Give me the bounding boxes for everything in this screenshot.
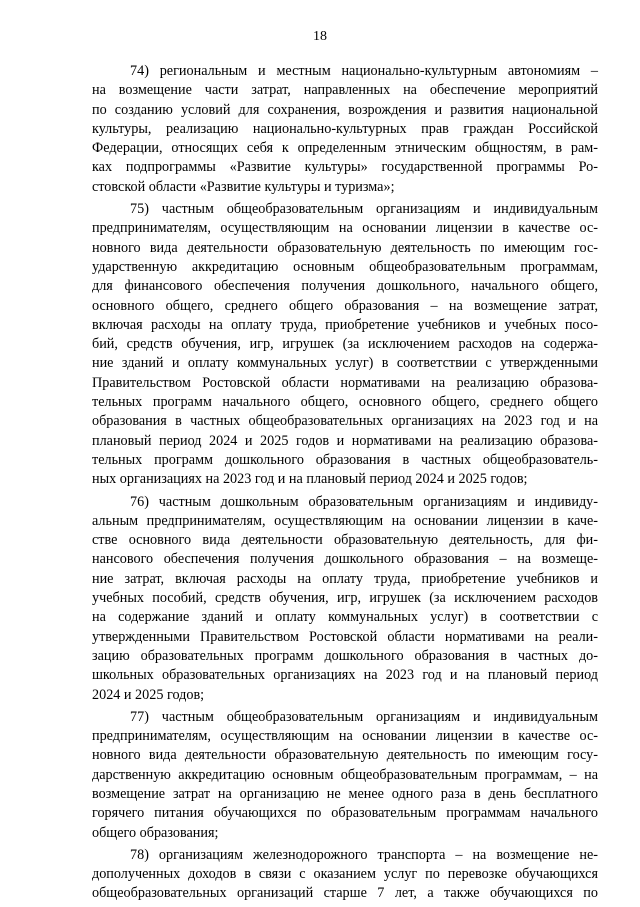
text-line: новного вида деятельности образовательную деятельность по имеющим госу- — [92, 747, 598, 764]
text-line: ударственную аккредитацию основным общеобразовательным программам, — [92, 258, 598, 275]
paragraph-item-2 — [92, 200, 598, 489]
text-line: тельных программ дошкольного образования в частных общеобразователь- — [92, 451, 598, 468]
text-line: Федерации, относящих себя к определенным этническим общностям, в рам- — [92, 140, 598, 157]
text-line: дарственную аккредитацию основным общеобразовательным программам, – на — [92, 766, 598, 783]
text-line: дополученных доходов в связи с оказанием услуг по перевозке обучающихся — [92, 866, 598, 883]
text-line: культуры, реализацию национально-культурных прав граждан Российской — [92, 120, 598, 137]
text-line: 74) региональным и местным национально-культурным автономиям – — [130, 63, 598, 79]
text-line: утвержденными Правительством Ростовской области нормативами на реали- — [92, 628, 598, 645]
text-line: предпринимателям, осуществляющим на основании лицензии в качестве ос- — [92, 728, 598, 745]
text-line: на возмещение части затрат, направленных на обеспечение мероприятий — [92, 82, 598, 99]
text-line: тельных программ начального общего, основного общего, среднего общего — [92, 394, 598, 411]
text-line: альным предпринимателям, осуществляющим на основании лицензии в каче- — [92, 512, 598, 529]
text-line: 78) организациям железнодорожного транспорта – на возмещение не- — [130, 846, 598, 863]
text-line: 2024 и 2025 годов; — [92, 686, 205, 703]
text-line: общеобразовательных организаций старше 7 лет, а также обучающихся по — [92, 885, 598, 902]
text-line: зацию образовательных программ дошкольного образования в частных до- — [92, 647, 598, 664]
paragraph-item-1 — [92, 62, 598, 197]
text-line: 75) частным общеобразовательным организациям и индивидуальным — [130, 201, 598, 218]
text-line: для финансового обеспечения получения дошкольного, начального общего, — [92, 278, 598, 295]
text-line: Правительством Ростовской области нормативами на реализацию образова- — [92, 374, 598, 391]
text-line: предпринимателям, осуществляющим на основании лицензии в качестве ос- — [92, 220, 598, 237]
document-body — [92, 62, 598, 907]
text-line: нансового обеспечения получения дошкольного образования – на возмеще- — [92, 551, 598, 568]
paragraph-item-3 — [92, 493, 598, 705]
text-line: плановый период 2024 и 2025 годов и нормативами на реализацию образова- — [92, 432, 598, 449]
text-line: учебных пособий, средств обучения, игр, игрушек (за исключением расходов — [92, 590, 598, 607]
text-line: 76) частным дошкольным образовательным организациям и индивиду- — [130, 493, 598, 510]
text-line: горячего питания обучающихся по образовательным программам начального — [92, 805, 598, 822]
text-line: ние зданий и оплату коммунальных услуг) в соответствии с утвержденными — [92, 355, 598, 372]
text-line: стовской области «Развитие культуры и туризма»; — [92, 178, 395, 195]
text-line: возмещение затрат на организацию не менее одного раза в день бесплатного — [92, 785, 598, 802]
text-line: ных организациях на 2023 год и на плановый период 2024 и 2025 годов; — [92, 471, 528, 488]
text-line: основного общего, среднего общего образования – на возмещение затрат, — [92, 297, 598, 314]
paragraph-item-4 — [92, 708, 598, 843]
text-line: образования в частных общеобразовательных организациях на 2023 год и на — [92, 413, 598, 430]
text-line: стве основного вида деятельности образовательную деятельность, для фи- — [92, 532, 598, 549]
text-line: по созданию условий для сохранения, возрождения и развития национальной — [92, 101, 598, 118]
page-number: 18 — [313, 29, 327, 44]
paragraph-item-5 — [92, 846, 598, 904]
text-line: общего образования; — [92, 824, 219, 841]
text-line: ках подпрограммы «Развитие культуры» государственной программы Ро- — [92, 159, 598, 176]
text-line: бий, средств обучения, игр, игрушек (за исключением расходов на содержа- — [92, 336, 598, 353]
text-line: школьных образовательных организациях на 2023 год и на плановый период — [92, 667, 598, 684]
text-line: новного вида деятельности образовательную деятельность по имеющим гос- — [92, 239, 598, 256]
text-line: ние затрат, включая расходы на оплату труда, приобретение учебников и — [92, 570, 598, 587]
text-line: включая расходы на оплату труда, приобретение учебников и учебных посо- — [92, 316, 598, 333]
text-line: на содержание зданий и оплату коммунальных услуг) в соответствии с — [92, 609, 598, 626]
text-line: 77) частным общеобразовательным организациям и индивидуальным — [130, 708, 598, 725]
